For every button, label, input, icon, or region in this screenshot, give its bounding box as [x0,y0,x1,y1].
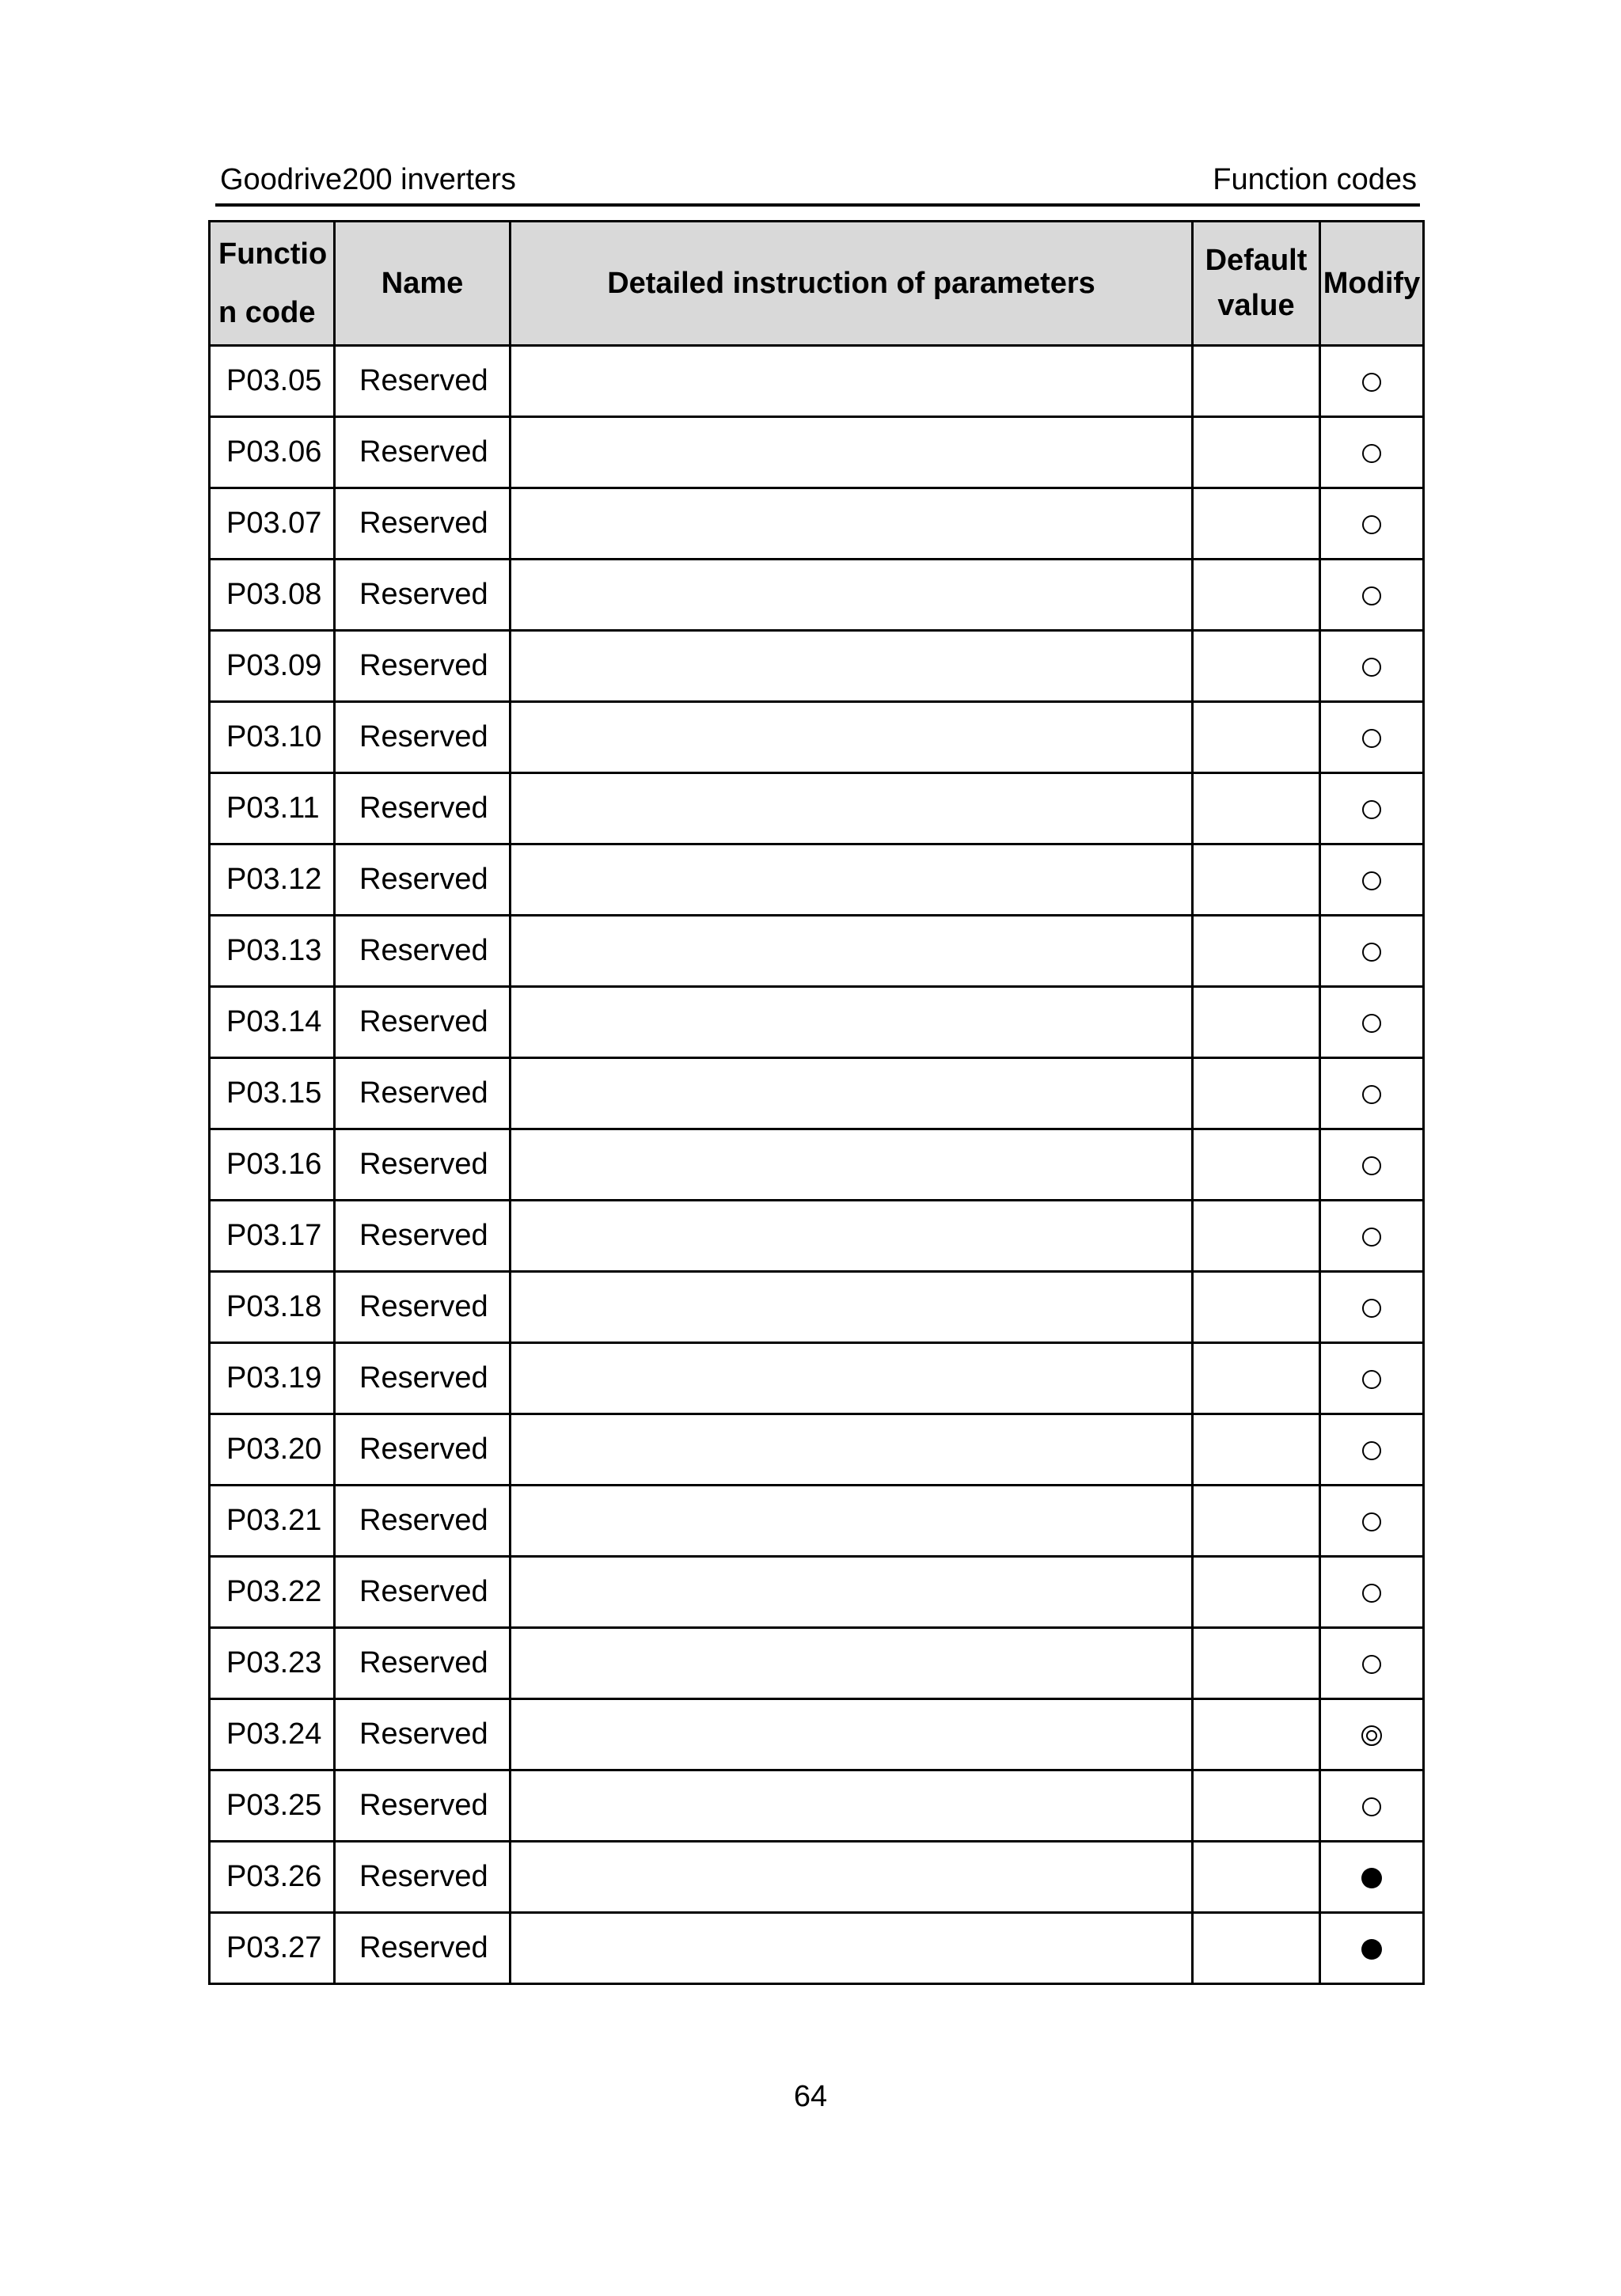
page-header [220,163,1417,206]
open-circle-icon [1362,1228,1381,1247]
parameter-name-cell: Reserved [335,1486,511,1557]
default-value-cell [1193,916,1320,987]
filled-circle-icon [1361,1939,1382,1960]
parameter-name-cell: Reserved [335,346,511,417]
table-row [210,773,1424,844]
detailed-instruction-cell [511,1913,1193,1984]
default-value-cell [1193,1414,1320,1486]
default-value-cell [1193,1628,1320,1699]
parameter-name-cell: Reserved [335,1770,511,1842]
parameter-name-cell: Reserved [335,916,511,987]
modify-attribute-cell [1320,916,1424,987]
parameter-name-cell: Reserved [335,631,511,702]
function-code-cell: P03.11 [210,773,335,844]
page-number: 64 [793,2080,828,2113]
modify-attribute-cell [1320,702,1424,773]
modify-attribute-cell [1320,417,1424,488]
function-code-cell: P03.12 [210,844,335,916]
parameter-name-cell: Reserved [335,1343,511,1414]
column-header-function-code [210,222,335,346]
detailed-instruction-cell [511,1770,1193,1842]
modify-attribute-cell [1320,346,1424,417]
modify-attribute-cell [1320,1201,1424,1272]
table-row [210,1486,1424,1557]
parameter-name-cell: Reserved [335,1913,511,1984]
function-code-cell: P03.24 [210,1699,335,1770]
function-code-cell: P03.05 [210,346,335,417]
default-value-cell [1193,1557,1320,1628]
modify-attribute-cell [1320,560,1424,631]
open-circle-icon [1362,1370,1381,1389]
table-row [210,702,1424,773]
parameter-name-cell: Reserved [335,773,511,844]
header-product-name: Goodrive200 inverters [220,163,516,196]
open-circle-icon [1362,1014,1381,1033]
open-circle-icon [1362,1584,1381,1603]
detailed-instruction-cell [511,417,1193,488]
open-circle-icon [1362,729,1381,748]
detailed-instruction-cell [511,1414,1193,1486]
parameter-name-cell: Reserved [335,417,511,488]
parameter-name-cell: Reserved [335,560,511,631]
detailed-instruction-cell [511,1129,1193,1201]
open-circle-icon [1362,943,1381,962]
modify-attribute-cell [1320,1058,1424,1129]
default-value-cell [1193,1343,1320,1414]
default-value-cell [1193,1913,1320,1984]
default-value-cell [1193,560,1320,631]
open-circle-icon [1362,515,1381,534]
parameter-name-cell: Reserved [335,844,511,916]
parameter-name-cell: Reserved [335,1414,511,1486]
modify-attribute-cell [1320,1272,1424,1343]
function-code-cell: P03.16 [210,1129,335,1201]
open-circle-icon [1362,1441,1381,1460]
table-row [210,1272,1424,1343]
table-row [210,844,1424,916]
default-value-cell [1193,1770,1320,1842]
modify-attribute-cell [1320,1557,1424,1628]
table-row [210,987,1424,1058]
function-code-cell: P03.08 [210,560,335,631]
column-header-name: Name [335,222,511,346]
open-circle-icon [1362,800,1381,819]
open-circle-icon [1362,586,1381,605]
detailed-instruction-cell [511,346,1193,417]
table-row [210,488,1424,560]
function-code-cell: P03.17 [210,1201,335,1272]
table-row [210,916,1424,987]
function-code-cell: P03.18 [210,1272,335,1343]
modify-attribute-cell [1320,1129,1424,1201]
default-value-cell [1193,1129,1320,1201]
table-row [210,1343,1424,1414]
default-value-cell [1193,417,1320,488]
detailed-instruction-cell [511,1699,1193,1770]
parameter-name-cell: Reserved [335,987,511,1058]
column-header-default-value [1193,222,1320,346]
detailed-instruction-cell [511,916,1193,987]
detailed-instruction-cell [511,773,1193,844]
open-circle-icon [1362,1797,1381,1816]
column-header-function-code-line2: n code [218,296,316,329]
detailed-instruction-cell [511,631,1193,702]
detailed-instruction-cell [511,1842,1193,1913]
parameter-name-cell: Reserved [335,1201,511,1272]
open-circle-icon [1362,1655,1381,1674]
table-row [210,1628,1424,1699]
default-value-cell [1193,1699,1320,1770]
default-value-cell [1193,631,1320,702]
default-value-cell [1193,1486,1320,1557]
default-value-cell [1193,1058,1320,1129]
function-code-cell: P03.27 [210,1913,335,1984]
column-header-detailed-instruction: Detailed instruction of parameters [511,222,1193,346]
parameter-name-cell: Reserved [335,1842,511,1913]
modify-attribute-cell [1320,631,1424,702]
parameter-name-cell: Reserved [335,1557,511,1628]
table-row [210,1770,1424,1842]
function-code-cell: P03.10 [210,702,335,773]
open-circle-icon [1362,871,1381,890]
detailed-instruction-cell [511,987,1193,1058]
function-code-cell: P03.23 [210,1628,335,1699]
open-circle-icon [1362,1156,1381,1175]
table-body [210,346,1424,1984]
detailed-instruction-cell [511,1557,1193,1628]
table-row [210,631,1424,702]
function-code-cell: P03.26 [210,1842,335,1913]
detailed-instruction-cell [511,488,1193,560]
parameter-name-cell: Reserved [335,1058,511,1129]
detailed-instruction-cell [511,844,1193,916]
table-row [210,1842,1424,1913]
function-code-cell: P03.06 [210,417,335,488]
header-rule [215,203,1420,207]
default-value-cell [1193,702,1320,773]
function-code-cell: P03.20 [210,1414,335,1486]
parameter-name-cell: Reserved [335,1699,511,1770]
column-header-modify: Modify [1320,222,1424,346]
modify-attribute-cell [1320,773,1424,844]
modify-attribute-cell [1320,1842,1424,1913]
column-header-function-code-line1: Functio [218,237,328,271]
default-value-cell [1193,1842,1320,1913]
default-value-cell [1193,1272,1320,1343]
parameter-table [208,220,1425,1985]
default-value-cell [1193,773,1320,844]
parameter-name-cell: Reserved [335,1129,511,1201]
detailed-instruction-cell [511,1058,1193,1129]
table-header-row [210,222,1424,346]
modify-attribute-cell [1320,1699,1424,1770]
modify-attribute-cell [1320,1770,1424,1842]
parameter-name-cell: Reserved [335,488,511,560]
open-circle-icon [1362,373,1381,392]
column-header-default-value-line1: Default [1205,244,1308,277]
table-row [210,346,1424,417]
modify-attribute-cell [1320,488,1424,560]
detailed-instruction-cell [511,560,1193,631]
table-row [210,1699,1424,1770]
table-row [210,560,1424,631]
table-row [210,1201,1424,1272]
function-code-cell: P03.09 [210,631,335,702]
open-circle-icon [1362,1299,1381,1318]
modify-attribute-cell [1320,844,1424,916]
function-code-cell: P03.21 [210,1486,335,1557]
detailed-instruction-cell [511,1343,1193,1414]
detailed-instruction-cell [511,1486,1193,1557]
default-value-cell [1193,987,1320,1058]
open-circle-icon [1362,658,1381,677]
function-code-cell: P03.15 [210,1058,335,1129]
modify-attribute-cell [1320,987,1424,1058]
modify-attribute-cell [1320,1913,1424,1984]
default-value-cell [1193,346,1320,417]
table-row [210,1557,1424,1628]
function-code-cell: P03.13 [210,916,335,987]
open-circle-icon [1362,1512,1381,1531]
detailed-instruction-cell [511,1628,1193,1699]
default-value-cell [1193,488,1320,560]
modify-attribute-cell [1320,1343,1424,1414]
detailed-instruction-cell [511,702,1193,773]
table-row [210,1913,1424,1984]
function-code-cell: P03.07 [210,488,335,560]
default-value-cell [1193,1201,1320,1272]
detailed-instruction-cell [511,1201,1193,1272]
table-row [210,1058,1424,1129]
open-circle-icon [1362,1085,1381,1104]
parameter-name-cell: Reserved [335,1272,511,1343]
modify-attribute-cell [1320,1414,1424,1486]
modify-attribute-cell [1320,1628,1424,1699]
function-code-cell: P03.25 [210,1770,335,1842]
column-header-default-value-line2: value [1217,289,1295,322]
function-code-cell: P03.14 [210,987,335,1058]
open-circle-icon [1362,444,1381,463]
default-value-cell [1193,844,1320,916]
function-code-cell: P03.19 [210,1343,335,1414]
function-code-cell: P03.22 [210,1557,335,1628]
table-row [210,1129,1424,1201]
table-row [210,417,1424,488]
header-section-name: Function codes [1213,163,1417,196]
double-circle-icon [1361,1725,1382,1746]
filled-circle-icon [1361,1868,1382,1888]
parameter-name-cell: Reserved [335,702,511,773]
parameter-name-cell: Reserved [335,1628,511,1699]
table-row [210,1414,1424,1486]
detailed-instruction-cell [511,1272,1193,1343]
modify-attribute-cell [1320,1486,1424,1557]
